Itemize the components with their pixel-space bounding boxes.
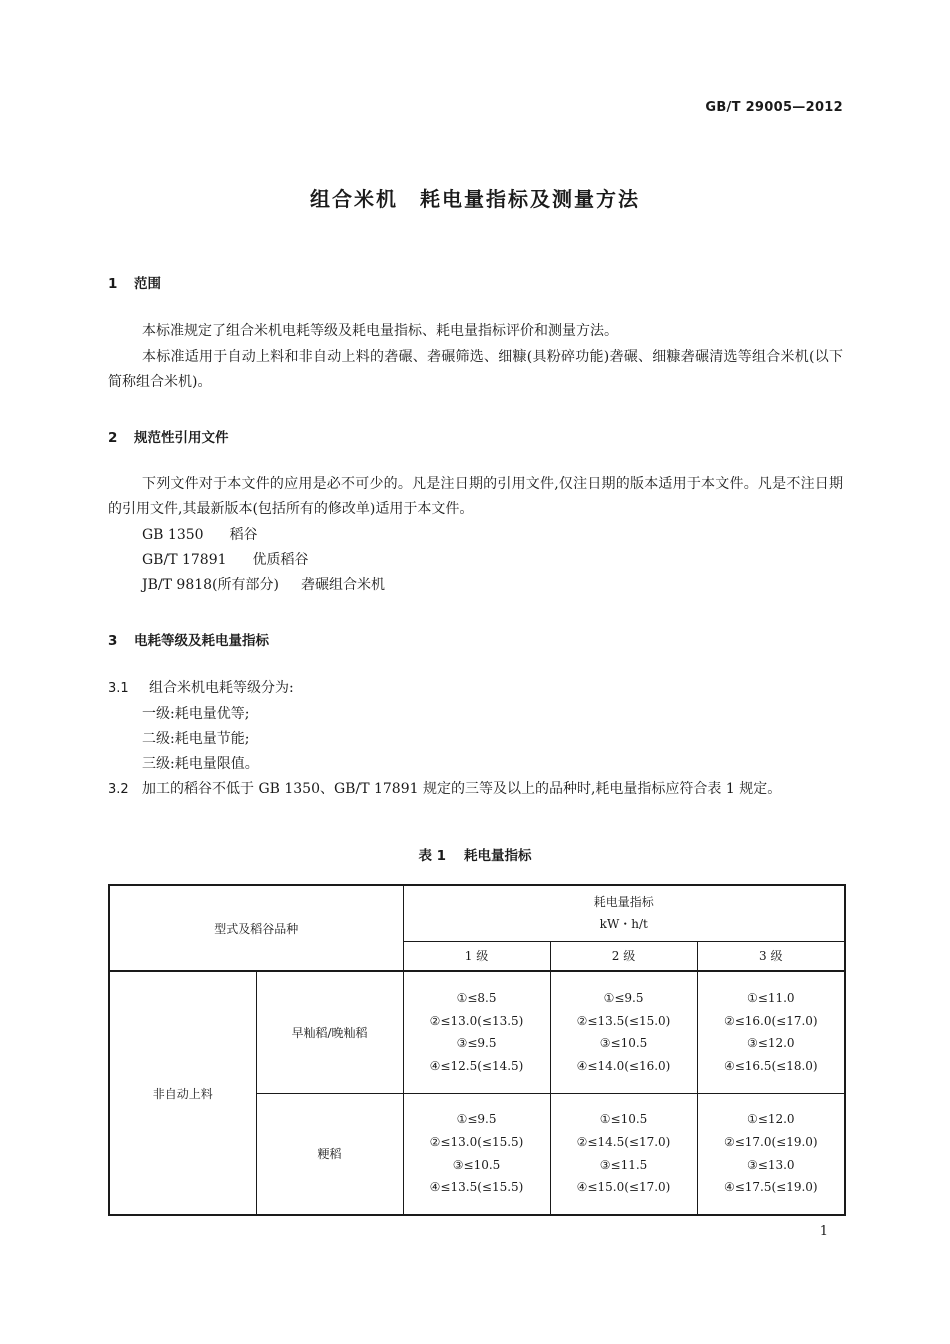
clause-3-2-text: 加工的稻谷不低于 GB 1350、GB/T 17891 规定的三等及以上的品种时,耗电量指标应符合表 1 规定。 xyxy=(142,781,782,797)
value-line: ③≤9.5 xyxy=(456,1036,497,1051)
value-line: ②≤13.0(≤15.5) xyxy=(429,1135,524,1150)
value-cell xyxy=(403,1093,550,1215)
clause-3-1-number: 3.1 xyxy=(108,681,129,696)
value-line: ④≤15.0(≤17.0) xyxy=(576,1180,671,1195)
value-line: ④≤13.5(≤15.5) xyxy=(429,1180,524,1195)
reference-code: GB/T 17891 xyxy=(142,552,227,568)
value-line: ①≤8.5 xyxy=(456,990,497,1005)
value-line: ①≤9.5 xyxy=(603,990,644,1005)
document-title: 组合米机 耗电量指标及测量方法 xyxy=(310,187,640,211)
section-1-number: 1 xyxy=(108,276,118,292)
value-line: ④≤12.5(≤14.5) xyxy=(429,1058,524,1073)
section-1-heading xyxy=(108,272,161,292)
value-line: ①≤12.0 xyxy=(747,1112,795,1127)
standard-code: GB/T 29005—2012 xyxy=(705,100,843,115)
clause-3-1-text: 组合米机电耗等级分为: xyxy=(149,680,294,696)
header-index: 耗电量指标 xyxy=(593,895,654,910)
level-header: 3 级 xyxy=(697,941,845,971)
table-row xyxy=(109,971,845,1093)
section-1-paragraph-2: 本标准适用于自动上料和非自动上料的砻碾、砻碾筛选、细糠(具粉碎功能)砻碾、细糠砻碾清选等组合米机(以下简称组合米机)。 xyxy=(108,349,843,390)
value-cell xyxy=(550,971,697,1093)
reference-name: 优质稻谷 xyxy=(252,552,309,568)
group-cell xyxy=(109,971,256,1215)
value-line: ③≤10.5 xyxy=(452,1157,501,1172)
grade-item: 一级:耗电量优等; xyxy=(142,706,250,722)
value-cell xyxy=(403,971,550,1093)
header-type: 型式及稻谷品种 xyxy=(214,921,299,936)
section-2-paragraph-1: 下列文件对于本文件的应用是必不可少的。凡是注日期的引用文件,仅注日期的版本适用于本文件。凡是不注日期的引用文件,其最新版本(包括所有的修改单)适用于本文件。 xyxy=(108,476,843,517)
value-line: ③≤11.5 xyxy=(599,1157,648,1172)
section-1-title: 范围 xyxy=(134,276,161,292)
value-line: ①≤11.0 xyxy=(747,990,795,1005)
grade-item: 三级:耗电量限值。 xyxy=(142,756,259,772)
value-line: ③≤10.5 xyxy=(599,1036,648,1051)
level-header: 1 级 xyxy=(403,941,550,971)
page-number: 1 xyxy=(819,1224,828,1239)
clause-3-2 xyxy=(108,777,843,802)
section-2-number: 2 xyxy=(108,430,118,446)
section-3-title: 电耗等级及耗电量指标 xyxy=(134,633,269,649)
value-line: ②≤13.5(≤15.0) xyxy=(576,1013,671,1028)
value-line: ④≤17.5(≤19.0) xyxy=(723,1180,818,1195)
header-type-cell xyxy=(109,885,403,971)
reference-code: JB/T 9818(所有部分) xyxy=(142,577,279,593)
value-cell xyxy=(550,1093,697,1215)
value-line: ③≤13.0 xyxy=(747,1157,795,1172)
table-caption xyxy=(0,844,950,864)
value-cell xyxy=(697,1093,845,1215)
power-consumption-table xyxy=(108,884,846,1216)
value-cell xyxy=(697,971,845,1093)
reference-code: GB 1350 xyxy=(142,527,204,543)
value-line: ④≤16.5(≤18.0) xyxy=(723,1058,818,1073)
clause-3-2-number: 3.2 xyxy=(108,782,129,797)
reference-item xyxy=(142,548,309,573)
clause-3-1 xyxy=(108,676,294,701)
value-line: ②≤14.5(≤17.0) xyxy=(576,1135,671,1150)
value-line: ②≤16.0(≤17.0) xyxy=(723,1013,818,1028)
reference-name: 砻碾组合米机 xyxy=(300,577,385,593)
variety-cell: 粳稻 xyxy=(256,1093,403,1215)
value-line: ②≤17.0(≤19.0) xyxy=(723,1135,818,1150)
header-index-cell xyxy=(403,885,845,941)
reference-item xyxy=(142,523,258,548)
reference-item xyxy=(142,573,385,598)
section-3-number: 3 xyxy=(108,633,118,649)
value-line: ③≤12.0 xyxy=(747,1036,795,1051)
section-2-title: 规范性引用文件 xyxy=(134,430,229,446)
level-header: 2 级 xyxy=(550,941,697,971)
reference-name: 稻谷 xyxy=(229,527,258,543)
grade-item: 二级:耗电量节能; xyxy=(142,731,250,747)
group-label: 非自动上料 xyxy=(152,1086,213,1101)
table-caption-title: 耗电量指标 xyxy=(464,848,532,864)
section-3-heading xyxy=(108,629,269,649)
variety-cell: 早籼稻/晚籼稻 xyxy=(256,971,403,1093)
value-line: ①≤9.5 xyxy=(456,1112,497,1127)
header-unit: kW・h/t xyxy=(599,917,648,932)
value-line: ②≤13.0(≤13.5) xyxy=(429,1013,524,1028)
section-1-paragraph-1: 本标准规定了组合米机电耗等级及耗电量指标、耗电量指标评价和测量方法。 xyxy=(142,323,618,339)
value-line: ①≤10.5 xyxy=(599,1112,648,1127)
section-2-heading xyxy=(108,426,229,446)
value-line: ④≤14.0(≤16.0) xyxy=(576,1058,671,1073)
table-caption-number: 表 1 xyxy=(418,848,447,864)
